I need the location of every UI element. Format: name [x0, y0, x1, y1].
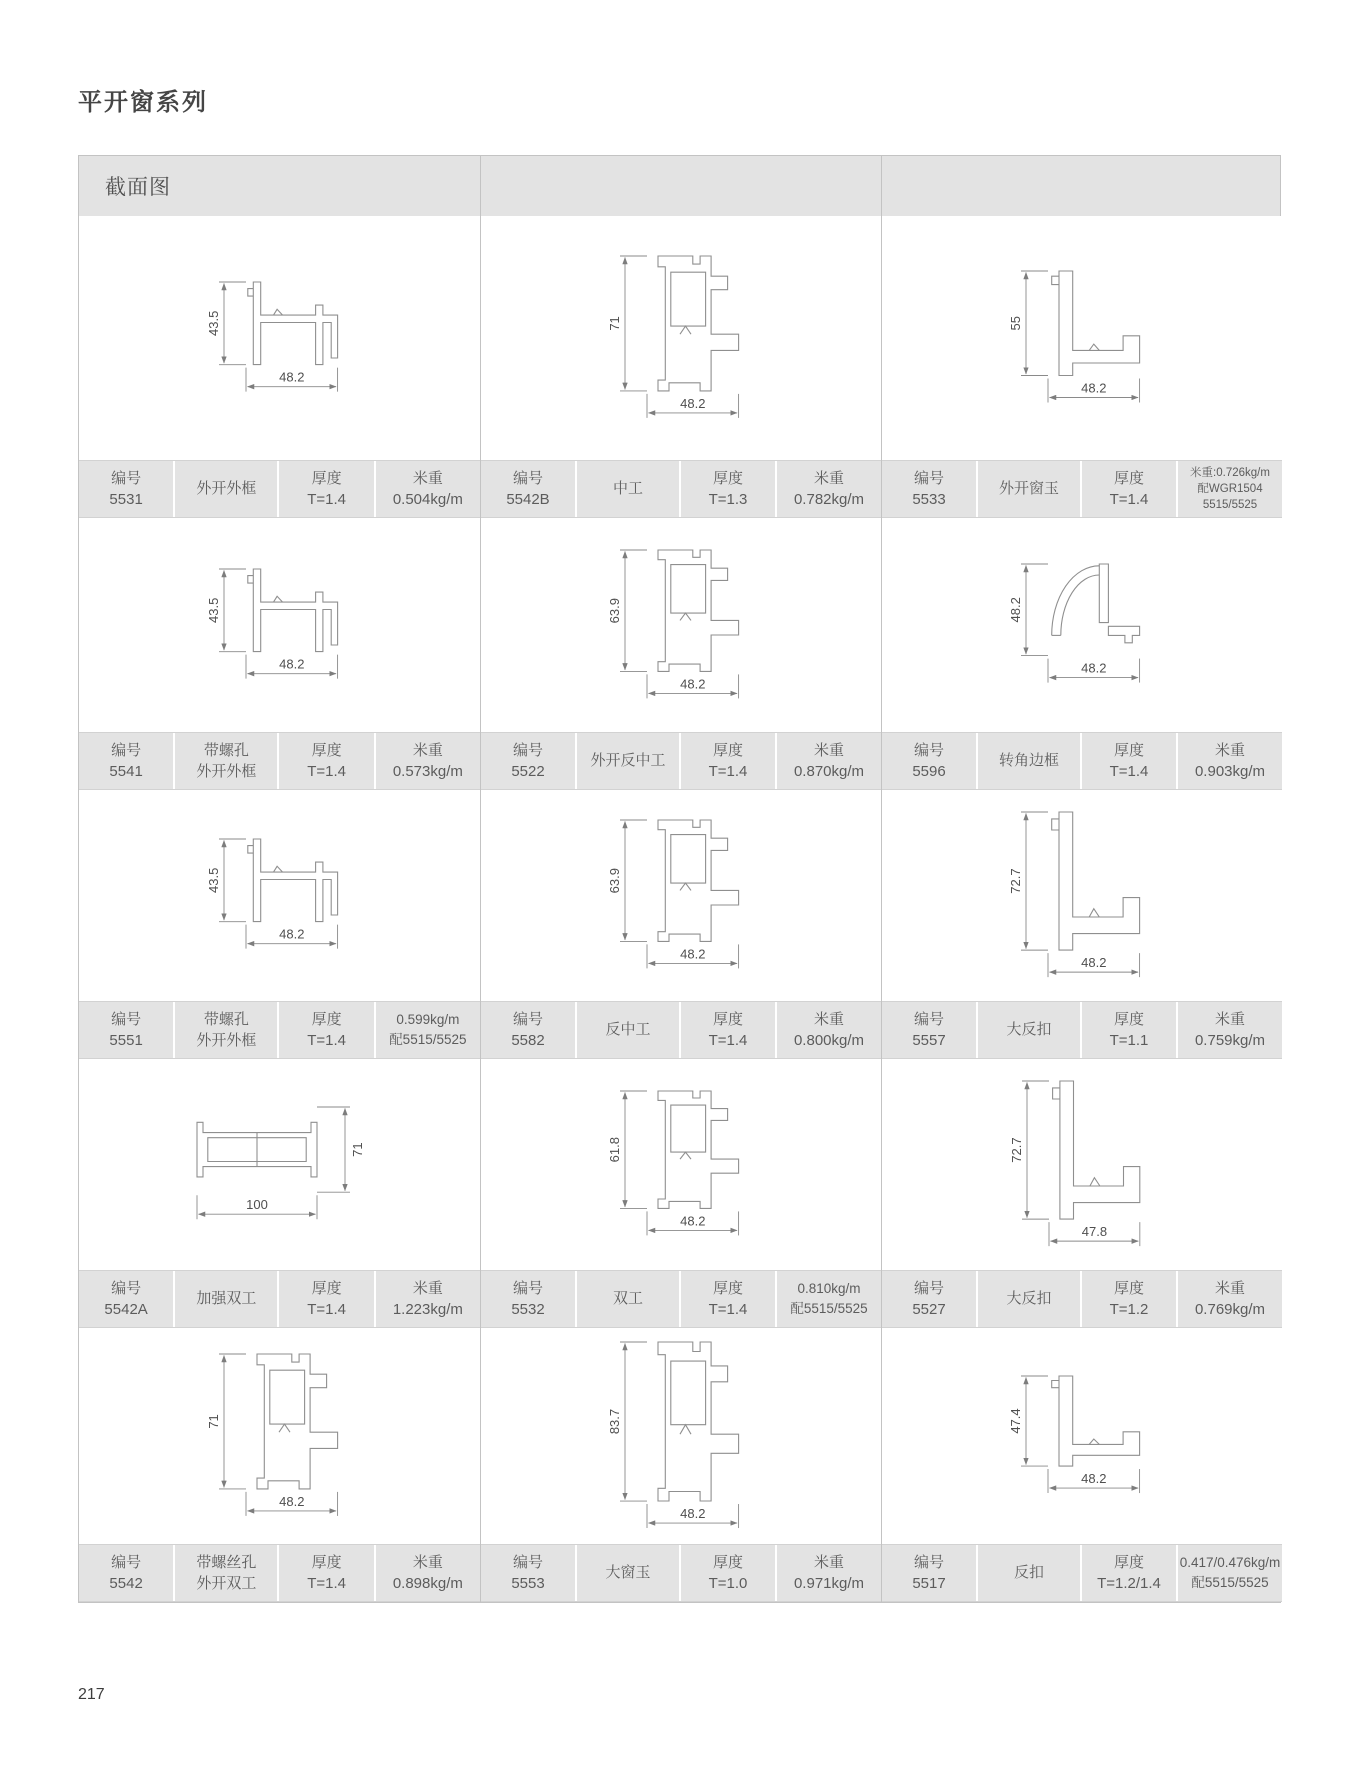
spec-name — [575, 461, 679, 517]
spec-code-line: 5551 — [109, 1032, 143, 1049]
spec-name-line: 转角边框 — [998, 752, 1059, 770]
spec-code — [79, 1545, 173, 1601]
spec-code-line: 编号 — [512, 1279, 543, 1297]
spec-thick-line: 厚度 — [311, 1279, 342, 1297]
dimension-label-height: 55 — [1008, 315, 1023, 330]
spec-name-line: 带螺丝孔 — [196, 1553, 257, 1571]
profile-cell — [480, 790, 881, 1059]
spec-thick — [277, 1271, 373, 1327]
profile-cell — [881, 1059, 1282, 1328]
spec-name-line: 外开双工 — [196, 1575, 257, 1592]
profile-cross-section-drawing — [481, 1059, 881, 1270]
profile-cross-section-drawing — [79, 1059, 480, 1270]
profile-cell — [480, 216, 881, 518]
dimension-label-height: 63.9 — [607, 868, 622, 894]
profile-cell — [79, 790, 480, 1059]
spec-code-line: 5542B — [506, 491, 550, 508]
spec-info-bar — [481, 732, 881, 790]
dimension-label-width: 48.2 — [1081, 380, 1107, 395]
spec-info-bar — [481, 1544, 881, 1602]
spec-info-bar — [481, 1270, 881, 1328]
spec-thick-line: 厚度 — [1113, 1279, 1144, 1297]
spec-weight-line: 0.599kg/m — [396, 1012, 460, 1028]
spec-weight-line: 米重 — [412, 469, 443, 487]
profile-grid — [79, 216, 1280, 1602]
spec-weight — [374, 1545, 480, 1601]
spec-weight-line: 米重 — [412, 1553, 443, 1571]
spec-info-bar — [79, 732, 480, 790]
spec-thick-line: 厚度 — [1113, 469, 1144, 487]
spec-thick-line: T=1.2/1.4 — [1097, 1575, 1161, 1592]
profile-cell — [881, 216, 1282, 518]
spec-info-bar — [481, 1001, 881, 1059]
spec-code — [481, 733, 575, 789]
table-header-col-1 — [79, 156, 480, 216]
spec-weight-line: 配WGR1504 — [1197, 482, 1263, 495]
profile-cell — [881, 518, 1282, 790]
spec-code-line: 编号 — [913, 1010, 944, 1028]
profile-cross-section-drawing — [79, 518, 480, 732]
spec-thick — [679, 1271, 775, 1327]
spec-code-line: 编号 — [111, 1553, 142, 1571]
spec-weight-line: 米重 — [412, 741, 443, 759]
spec-info-bar — [79, 1001, 480, 1059]
spec-name-line: 外开外框 — [196, 763, 257, 780]
spec-info-bar — [882, 460, 1282, 518]
spec-weight — [1176, 1545, 1282, 1601]
spec-info-bar — [882, 1270, 1282, 1328]
profile-cross-section-drawing — [882, 216, 1282, 460]
spec-weight-line: 米重 — [1214, 741, 1245, 759]
spec-code-line: 5542A — [104, 1301, 148, 1318]
profile-drawing-svg — [1008, 1370, 1156, 1502]
spec-code-line: 5553 — [511, 1575, 545, 1592]
spec-thick-line: 厚度 — [712, 1279, 743, 1297]
dimension-label-height: 48.2 — [1008, 597, 1023, 623]
spec-thick-line: T=1.4 — [307, 763, 346, 780]
spec-code-line: 编号 — [111, 1279, 142, 1297]
dimension-label-width: 48.2 — [278, 926, 304, 942]
spec-weight-line: 米重 — [412, 1279, 443, 1297]
dimension-label-width: 100 — [245, 1197, 268, 1213]
dimension-label-width: 48.2 — [1081, 1471, 1107, 1487]
spec-weight-line: 0.800kg/m — [793, 1032, 865, 1049]
spec-name-line: 双工 — [612, 1290, 643, 1308]
profile-cross-section-drawing — [79, 790, 480, 1001]
spec-weight-line: 配5515/5525 — [389, 1032, 467, 1047]
spec-info-bar — [79, 1270, 480, 1328]
spec-code-line: 5533 — [912, 491, 946, 508]
dimension-label-width: 48.2 — [680, 946, 706, 962]
spec-weight-line: 米重 — [1214, 1279, 1245, 1297]
spec-name-line: 带螺孔 — [203, 1010, 249, 1028]
spec-weight — [374, 733, 480, 789]
spec-weight — [374, 1271, 480, 1327]
spec-code-line: 编号 — [913, 1279, 944, 1297]
spec-weight-line: 0.504kg/m — [392, 491, 463, 508]
spec-weight-line: 米重 — [1214, 1010, 1245, 1028]
spec-name — [976, 461, 1080, 517]
spec-name-line: 大反扣 — [1006, 1021, 1052, 1039]
dimension-label-height: 71 — [205, 1413, 221, 1429]
spec-weight-line: 0.769kg/m — [1194, 1301, 1266, 1318]
spec-name — [575, 1002, 679, 1058]
section-view-header-label: 截面图 — [105, 176, 171, 199]
spec-weight-line: 米重 — [813, 1553, 844, 1571]
spec-weight — [374, 1002, 480, 1058]
profile-cross-section-drawing — [481, 1328, 881, 1544]
spec-name-line: 反扣 — [1013, 1564, 1044, 1582]
table-row — [79, 216, 1280, 518]
spec-thick-line: T=1.4 — [307, 491, 346, 508]
profile-drawing-svg — [1008, 806, 1156, 986]
spec-thick — [1080, 1002, 1176, 1058]
dimension-label-width: 48.2 — [278, 369, 304, 385]
dimension-label-width: 48.2 — [278, 1493, 304, 1509]
dimension-label-height: 63.9 — [607, 597, 622, 623]
spec-thick-line: T=1.4 — [708, 763, 748, 780]
spec-thick — [679, 733, 775, 789]
profile-drawing-svg — [206, 1348, 354, 1525]
spec-weight-line: 米重:0.726kg/m — [1190, 466, 1270, 479]
table-row — [79, 790, 1280, 1059]
profile-drawing-svg — [206, 563, 354, 688]
table-row — [79, 1328, 1280, 1602]
spec-code-line: 编号 — [111, 741, 142, 759]
spec-info-bar — [882, 1001, 1282, 1059]
profile-drawing-svg — [206, 833, 354, 958]
spec-thick — [1080, 1545, 1176, 1601]
spec-name-line: 外开外框 — [196, 480, 257, 498]
spec-info-bar — [79, 460, 480, 518]
profile-cell — [79, 518, 480, 790]
spec-name-line: 加强双工 — [196, 1290, 257, 1308]
spec-code-line: 编号 — [512, 741, 543, 759]
table-row — [79, 1059, 1280, 1328]
spec-thick — [1080, 461, 1176, 517]
spec-name — [575, 1271, 679, 1327]
spec-thick-line: T=1.4 — [1109, 491, 1149, 508]
spec-name-line: 大窗玉 — [605, 1564, 651, 1582]
spec-name — [173, 1271, 277, 1327]
spec-weight — [775, 1271, 881, 1327]
spec-name — [173, 461, 277, 517]
profile-cross-section-drawing — [481, 790, 881, 1001]
profile-cell — [480, 1059, 881, 1328]
profile-spec-table — [78, 155, 1281, 1603]
spec-code-line: 5596 — [912, 763, 946, 780]
spec-info-bar — [79, 1544, 480, 1602]
dimension-label-width: 48.2 — [680, 675, 706, 691]
spec-code-line: 编号 — [512, 1010, 543, 1028]
dimension-label-width: 48.2 — [680, 395, 706, 411]
spec-name — [173, 733, 277, 789]
dimension-label-width: 48.2 — [1081, 954, 1107, 970]
spec-weight — [1176, 733, 1282, 789]
spec-name — [575, 733, 679, 789]
spec-weight — [775, 733, 881, 789]
profile-cell — [480, 1328, 881, 1602]
dimension-label-width: 48.2 — [680, 1505, 706, 1521]
profile-cell — [881, 1328, 1282, 1602]
page-number: 217 — [78, 1686, 105, 1703]
spec-weight-line: 0.417/0.476kg/m — [1179, 1555, 1281, 1571]
profile-cross-section-drawing — [882, 1328, 1282, 1544]
spec-code-line: 编号 — [913, 469, 944, 487]
spec-weight-line: 米重 — [813, 469, 844, 487]
profile-drawing-svg — [607, 544, 755, 707]
dimension-label-width: 48.2 — [1081, 660, 1107, 676]
spec-thick-line: 厚度 — [1113, 741, 1144, 759]
spec-thick-line: 厚度 — [311, 469, 342, 487]
spec-weight-line: 米重 — [813, 1010, 844, 1028]
dimension-label-height: 71 — [607, 315, 622, 331]
spec-thick — [679, 1002, 775, 1058]
profile-drawing-svg — [607, 1085, 755, 1244]
spec-name-line: 外开窗玉 — [998, 480, 1059, 498]
spec-weight-line: 0.810kg/m — [797, 1281, 861, 1297]
spec-info-bar — [882, 732, 1282, 790]
spec-code — [882, 1271, 976, 1327]
spec-code-line: 5582 — [511, 1032, 545, 1049]
spec-weight-line: 0.782kg/m — [793, 491, 865, 508]
profile-cross-section-drawing — [481, 216, 881, 460]
profile-drawing-svg — [187, 1101, 373, 1228]
spec-thick — [277, 733, 373, 789]
spec-name-line: 反中工 — [605, 1021, 651, 1039]
spec-weight-line: 0.870kg/m — [793, 763, 865, 780]
spec-name — [575, 1545, 679, 1601]
profile-cell — [79, 1059, 480, 1328]
spec-code — [882, 461, 976, 517]
profile-cell — [480, 518, 881, 790]
spec-name — [173, 1002, 277, 1058]
spec-code-line: 编号 — [913, 741, 944, 759]
spec-code-line: 5517 — [912, 1575, 946, 1592]
spec-code-line: 5532 — [511, 1301, 545, 1318]
spec-thick — [277, 1002, 373, 1058]
spec-name — [976, 1271, 1080, 1327]
spec-code-line: 编号 — [111, 1010, 142, 1028]
spec-weight-line: 0.573kg/m — [392, 763, 463, 780]
spec-weight-line: 配5515/5525 — [1191, 1575, 1269, 1590]
spec-thick-line: 厚度 — [311, 741, 342, 759]
spec-thick-line: T=1.4 — [307, 1032, 346, 1049]
spec-code — [79, 461, 173, 517]
spec-name-line: 外开外框 — [196, 1032, 257, 1049]
spec-thick-line: T=1.4 — [708, 1032, 748, 1049]
spec-code — [481, 1271, 575, 1327]
spec-name — [976, 1002, 1080, 1058]
spec-thick — [1080, 1271, 1176, 1327]
spec-info-bar — [481, 460, 881, 518]
dimension-label-height: 83.7 — [607, 1408, 622, 1434]
profile-drawing-svg — [206, 276, 354, 401]
spec-thick — [277, 461, 373, 517]
profile-cross-section-drawing — [481, 518, 881, 732]
spec-weight-line: 米重 — [813, 741, 844, 759]
spec-thick-line: 厚度 — [311, 1553, 342, 1571]
table-header-row — [79, 156, 1280, 216]
spec-thick — [679, 1545, 775, 1601]
spec-weight — [374, 461, 480, 517]
spec-code — [79, 733, 173, 789]
profile-drawing-svg — [1008, 558, 1156, 692]
dimension-label-height: 72.7 — [1008, 867, 1023, 894]
dimension-label-height: 43.5 — [205, 310, 221, 336]
spec-code-line: 编号 — [512, 1553, 543, 1571]
spec-code — [882, 1545, 976, 1601]
spec-thick-line: T=1.2 — [1109, 1301, 1149, 1318]
spec-thick-line: 厚度 — [712, 741, 743, 759]
profile-cell — [79, 216, 480, 518]
spec-code — [79, 1271, 173, 1327]
spec-thick-line: 厚度 — [1113, 1010, 1144, 1028]
spec-code-line: 5542 — [109, 1575, 143, 1592]
spec-code-line: 编号 — [111, 469, 142, 487]
spec-thick-line: 厚度 — [712, 1553, 743, 1571]
spec-code-line: 5527 — [912, 1301, 946, 1318]
spec-weight-line: 0.971kg/m — [793, 1575, 865, 1592]
spec-code-line: 编号 — [913, 1553, 944, 1571]
spec-code — [882, 733, 976, 789]
profile-cross-section-drawing — [79, 1328, 480, 1544]
spec-thick-line: T=1.0 — [708, 1575, 748, 1592]
dimension-label-height: 43.5 — [205, 597, 221, 623]
page-title: 平开窗系列 — [78, 89, 208, 116]
spec-thick-line: T=1.4 — [1109, 763, 1149, 780]
spec-weight — [1176, 1002, 1282, 1058]
spec-code — [79, 1002, 173, 1058]
spec-thick — [1080, 733, 1176, 789]
spec-info-bar — [882, 1544, 1282, 1602]
profile-drawing-svg — [607, 814, 755, 977]
profile-cross-section-drawing — [79, 216, 480, 460]
profile-cell — [79, 1328, 480, 1602]
spec-weight-line: 0.759kg/m — [1194, 1032, 1266, 1049]
spec-thick-line: T=1.4 — [307, 1301, 346, 1318]
spec-code-line: 5557 — [912, 1032, 946, 1049]
table-row — [79, 518, 1280, 790]
spec-code-line: 5522 — [511, 763, 545, 780]
dimension-label-height: 47.4 — [1008, 1408, 1023, 1434]
spec-thick-line: T=1.4 — [708, 1301, 748, 1318]
spec-thick-line: 厚度 — [1113, 1553, 1144, 1571]
table-header-col-3 — [881, 156, 1282, 216]
spec-code-line: 5531 — [109, 491, 143, 508]
spec-name — [173, 1545, 277, 1601]
spec-thick-line: T=1.1 — [1109, 1032, 1149, 1049]
spec-thick-line: T=1.3 — [708, 491, 748, 508]
spec-weight — [1176, 1271, 1282, 1327]
profile-cross-section-drawing — [882, 790, 1282, 1001]
spec-code — [481, 461, 575, 517]
spec-code-line: 编号 — [512, 469, 543, 487]
spec-weight — [775, 461, 881, 517]
spec-weight — [775, 1545, 881, 1601]
dimension-label-height: 72.7 — [1008, 1136, 1024, 1163]
dimension-label-width: 48.2 — [278, 656, 304, 672]
spec-thick-line: 厚度 — [311, 1010, 342, 1028]
dimension-label-height: 71 — [349, 1142, 365, 1157]
spec-code — [481, 1545, 575, 1601]
spec-thick — [277, 1545, 373, 1601]
profile-drawing-svg — [1009, 1075, 1156, 1255]
table-header-col-2 — [480, 156, 881, 216]
profile-cross-section-drawing — [882, 1059, 1282, 1270]
spec-thick-line: 厚度 — [712, 1010, 743, 1028]
profile-drawing-svg — [607, 250, 755, 427]
spec-code — [481, 1002, 575, 1058]
spec-code-line: 5541 — [109, 763, 143, 780]
spec-name-line: 中工 — [612, 480, 643, 498]
profile-cell — [881, 790, 1282, 1059]
dimension-label-width: 48.2 — [680, 1213, 706, 1229]
spec-thick-line: 厚度 — [712, 469, 743, 487]
spec-thick-line: T=1.4 — [307, 1575, 346, 1592]
profile-drawing-svg — [1008, 265, 1156, 412]
spec-weight-line: 配5515/5525 — [790, 1301, 868, 1316]
spec-name-line: 带螺孔 — [203, 741, 249, 759]
spec-weight-line: 0.898kg/m — [392, 1575, 463, 1592]
spec-weight-line: 0.903kg/m — [1194, 763, 1266, 780]
spec-weight — [1176, 461, 1282, 517]
spec-thick — [679, 461, 775, 517]
spec-name-line: 大反扣 — [1006, 1290, 1052, 1308]
spec-name-line: 外开反中工 — [590, 752, 666, 770]
spec-name — [976, 1545, 1080, 1601]
profile-drawing-svg — [607, 1336, 755, 1537]
dimension-label-height: 43.5 — [205, 867, 221, 893]
spec-weight-line: 1.223kg/m — [392, 1301, 463, 1318]
spec-weight — [775, 1002, 881, 1058]
dimension-label-width: 47.8 — [1081, 1223, 1107, 1239]
profile-cross-section-drawing — [882, 518, 1282, 732]
spec-weight-line: 5515/5525 — [1202, 499, 1258, 512]
spec-name — [976, 733, 1080, 789]
spec-code — [882, 1002, 976, 1058]
dimension-label-height: 61.8 — [607, 1137, 622, 1163]
